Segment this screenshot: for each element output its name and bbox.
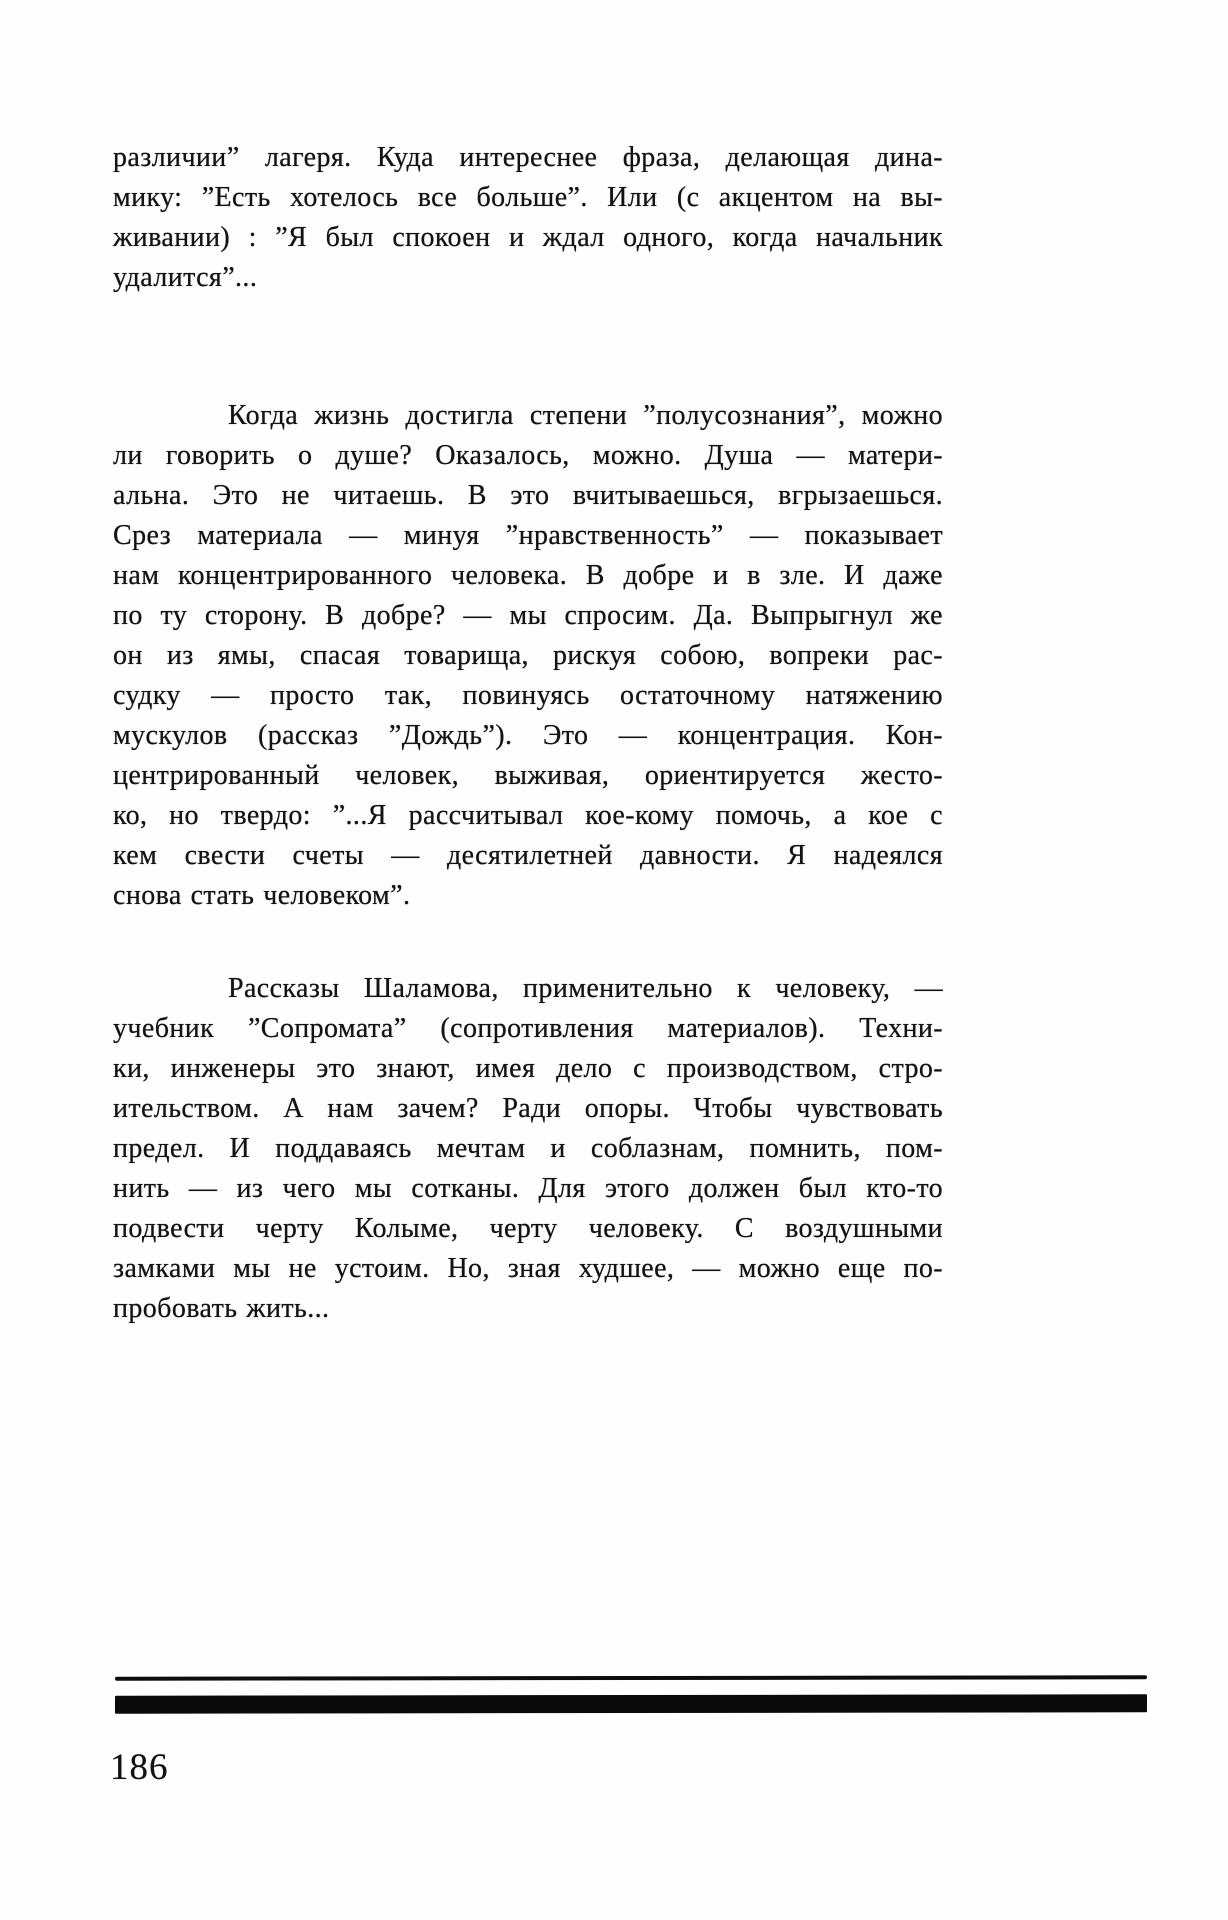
text-line: снова стать человеком”. (113, 880, 411, 911)
text-line: живании) : ”Я был спокоен и ждал одного, когда начальник (113, 222, 943, 253)
text-line: ительством. А нам зачем? Ради опоры. Чтобы чувствовать (113, 1093, 943, 1124)
text-line: Срез материала — минуя ”нравственность” — показывает (113, 520, 943, 551)
text-line: нам концентрированного человека. В добре и в зле. И даже (113, 560, 943, 591)
paragraph (113, 969, 943, 1329)
text-line: по ту сторону. В добре? — мы спросим. Да. Выпрыгнул же (113, 600, 943, 631)
text-line: различии” лагеря. Куда интереснее фраза, делающая дина- (113, 142, 943, 173)
text-line: нить — из чего мы сотканы. Для этого должен был кто-то (113, 1173, 943, 1204)
footer-rules (115, 1676, 1147, 1713)
text-line: ко, но твердо: ”...Я рассчитывал кое-кому помочь, а кое с (113, 800, 943, 831)
thick-divider-rule (115, 1694, 1147, 1713)
text-line: Рассказы Шаламова, применительно к человеку, — (228, 973, 943, 1004)
text-line: Когда жизнь достигла степени ”полусознания”, можно (228, 400, 943, 431)
text-line: подвести черту Колыме, черту человеку. С воздушными (113, 1213, 943, 1244)
text-line: мику: ”Есть хотелось все больше”. Или (с акцентом на вы- (113, 182, 943, 213)
text-line: учебник ”Сопромата” (сопротивления материалов). Техни- (113, 1013, 943, 1044)
text-line: центрированный человек, выживая, ориентируется жесто- (113, 760, 943, 791)
paragraph (113, 138, 943, 298)
text-line: мускулов (рассказ ”Дождь”). Это — концентрация. Кон- (113, 720, 943, 751)
text-line: пробовать жить... (113, 1293, 330, 1324)
paragraph (113, 396, 943, 916)
text-line: он из ямы, спасая товарища, рискуя собою, вопреки рас- (113, 640, 943, 671)
page-text (113, 138, 943, 1329)
page-number: 186 (110, 1747, 169, 1788)
text-line: судку — просто так, повинуясь остаточному натяжению (113, 680, 943, 711)
text-line: предел. И поддаваясь мечтам и соблазнам, помнить, пом- (113, 1133, 943, 1164)
text-line: ли говорить о душе? Оказалось, можно. Душа — матери- (113, 440, 943, 471)
text-line: замками мы не устоим. Но, зная худшее, — можно еще по- (113, 1253, 943, 1284)
thin-divider-rule (115, 1675, 1147, 1680)
text-line: удалится”... (113, 262, 258, 293)
text-line: ки, инженеры это знают, имея дело с производством, стро- (113, 1053, 943, 1084)
text-line: альна. Это не читаешь. В это вчитываешься, вгрызаешься. (113, 480, 943, 511)
text-line: кем свести счеты — десятилетней давности. Я надеялся (113, 840, 943, 871)
